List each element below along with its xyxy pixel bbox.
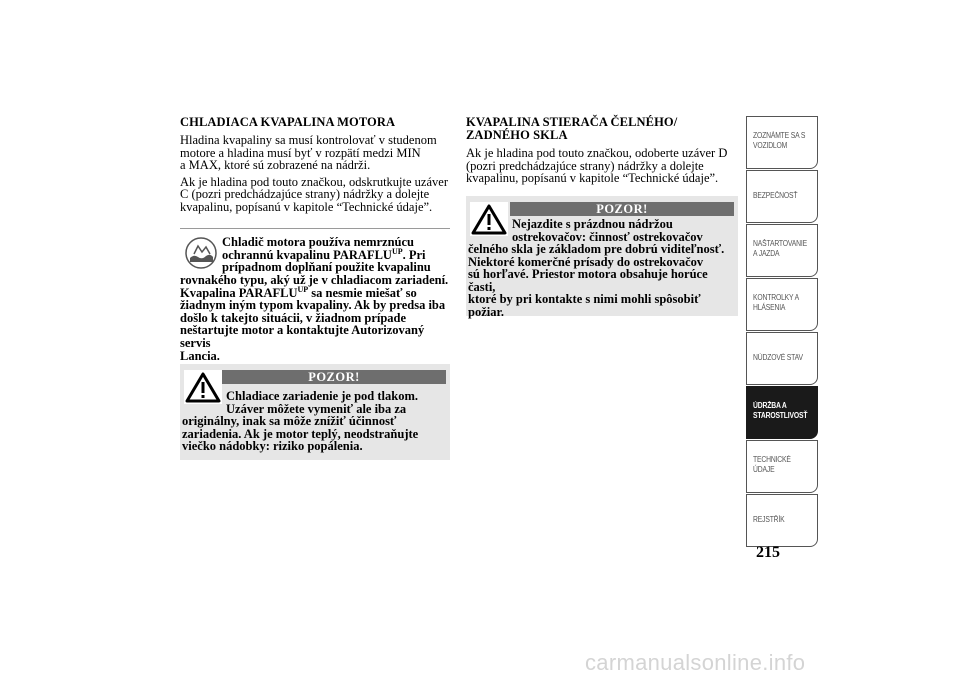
coolant-warning-box <box>180 364 450 460</box>
env-note-line2: ochrannú kvapalinu $PARAFLU^{UP}$. Pri <box>222 246 426 262</box>
washer-warning-line7: požiar. <box>468 304 504 319</box>
coolant-para1-line3: a MAX, ktoré sú zobrazené na nádrži. <box>180 158 371 173</box>
tab-vehicle[interactable]: ZOZNÁMTE SA S VOZIDLOM <box>746 116 818 169</box>
washer-warning-line5: sú horľavé. Priestor motora obsahuje horúce časti, <box>468 267 708 294</box>
tab-emergency[interactable]: NÚDZOVÉ STAV <box>746 332 818 385</box>
washer-warning-line6: ktoré by pri kontakte s nimi mohli spôsobiť <box>468 292 701 307</box>
washer-warning-box <box>466 196 738 319</box>
coolant-para1-line1: Hladina kvapaliny sa musí kontrolovať v studenom <box>180 133 437 147</box>
tab-technical-data[interactable]: TECHNICKÉ ÚDAJE <box>746 440 818 493</box>
right-column <box>466 116 738 185</box>
coolant-warning-line3: originálny, inak sa môže znížiť účinnosť <box>182 414 397 428</box>
coolant-warning-line2: Uzáver môžete vymeniť ale iba za <box>226 401 407 416</box>
coolant-para2-line2: C (pozri predchádzajúce strany) nádržky a dolejte <box>180 187 430 202</box>
coolant-para2-line3: kvapalinu, popísanú v kapitole “Technické údaje”. <box>180 199 433 214</box>
page-number: 215 <box>756 544 780 561</box>
env-note-line5: Kvapalina $PARAFLU^{UP}$ sa nesmie miešať so <box>180 284 417 300</box>
tab-starting-driving[interactable]: NAŠTARTOVANIE A JAZDA <box>746 224 818 277</box>
warning-triangle-icon <box>470 202 508 236</box>
env-note-line6: žiadnym iným typom kvapaliny. Ak by predsa iba <box>180 298 446 313</box>
env-note-line9: Lancia. <box>180 348 220 363</box>
env-note-line1: Chladič motora používa nemrznúcu <box>222 235 415 249</box>
env-note-line3: prípadnom doplňaní použite kvapalinu <box>222 260 431 275</box>
environment-icon <box>184 236 218 270</box>
tab-index[interactable]: REJSTŘÍK <box>746 494 818 547</box>
washer-para-line2: (pozri predchádzajúce strany) nádržky a dolejte <box>466 158 704 173</box>
washer-heading-line2: ZADNÉHO SKLA <box>466 128 568 142</box>
tab-safety[interactable]: BEZPEČNOSŤ <box>746 170 818 223</box>
washer-warning-line3: čelného skla je základom pre dobrú viditeľnosť. <box>468 242 725 256</box>
coolant-warning-title: POZOR! <box>222 370 446 384</box>
coolant-heading: CHLADIACA KVAPALINA MOTORA <box>180 115 396 129</box>
washer-heading-line1: KVAPALINA STIERAČA ČELNÉHO/ <box>466 115 678 129</box>
coolant-warning-line4: zariadenia. Ak je motor teplý, neodstraňujte <box>182 426 419 441</box>
left-column <box>180 116 450 214</box>
coolant-para1-line2: motore a hladina musí byť v rozpätí medzi MIN <box>180 145 421 160</box>
tab-maintenance[interactable]: ÚDRŽBA A STAROSTLIVOSŤ <box>746 386 818 439</box>
tab-warning-lights[interactable]: KONTROLKY A HLÁSENIA <box>746 278 818 331</box>
washer-warning-line2: ostrekovačov: činnosť ostrekovačov <box>512 229 703 244</box>
washer-warning-title: POZOR! <box>510 202 734 216</box>
warning-triangle-icon <box>184 370 222 404</box>
coolant-warning-line5: viečko nádobky: riziko popálenia. <box>182 439 363 454</box>
env-note-line4: rovnakého typu, aký už je v chladiacom zariadení. <box>180 273 449 287</box>
env-note-line8: neštartujte motor a kontaktujte Autorizovaný servis <box>180 323 425 350</box>
washer-para-line1: Ak je hladina pod touto značkou, odoberte uzáver D <box>466 146 728 160</box>
washer-para-line3: kvapalinu, popísanú v kapitole “Technické údaje”. <box>466 171 719 186</box>
coolant-warning-line1: Chladiace zariadenie je pod tlakom. <box>226 389 419 403</box>
watermark: carmanualsonline.info <box>585 650 806 675</box>
coolant-para2-line1: Ak je hladina pod touto značkou, odskrutkujte uzáver <box>180 174 448 189</box>
washer-warning-line1: Nejazdite s prázdnou nádržou <box>512 217 673 231</box>
environment-note <box>180 228 450 363</box>
env-note-line7: došlo k takejto situácii, v žiadnom prípade <box>180 310 407 325</box>
washer-warning-line4: Niektoré komerčné prísady do ostrekovačov <box>468 254 704 269</box>
